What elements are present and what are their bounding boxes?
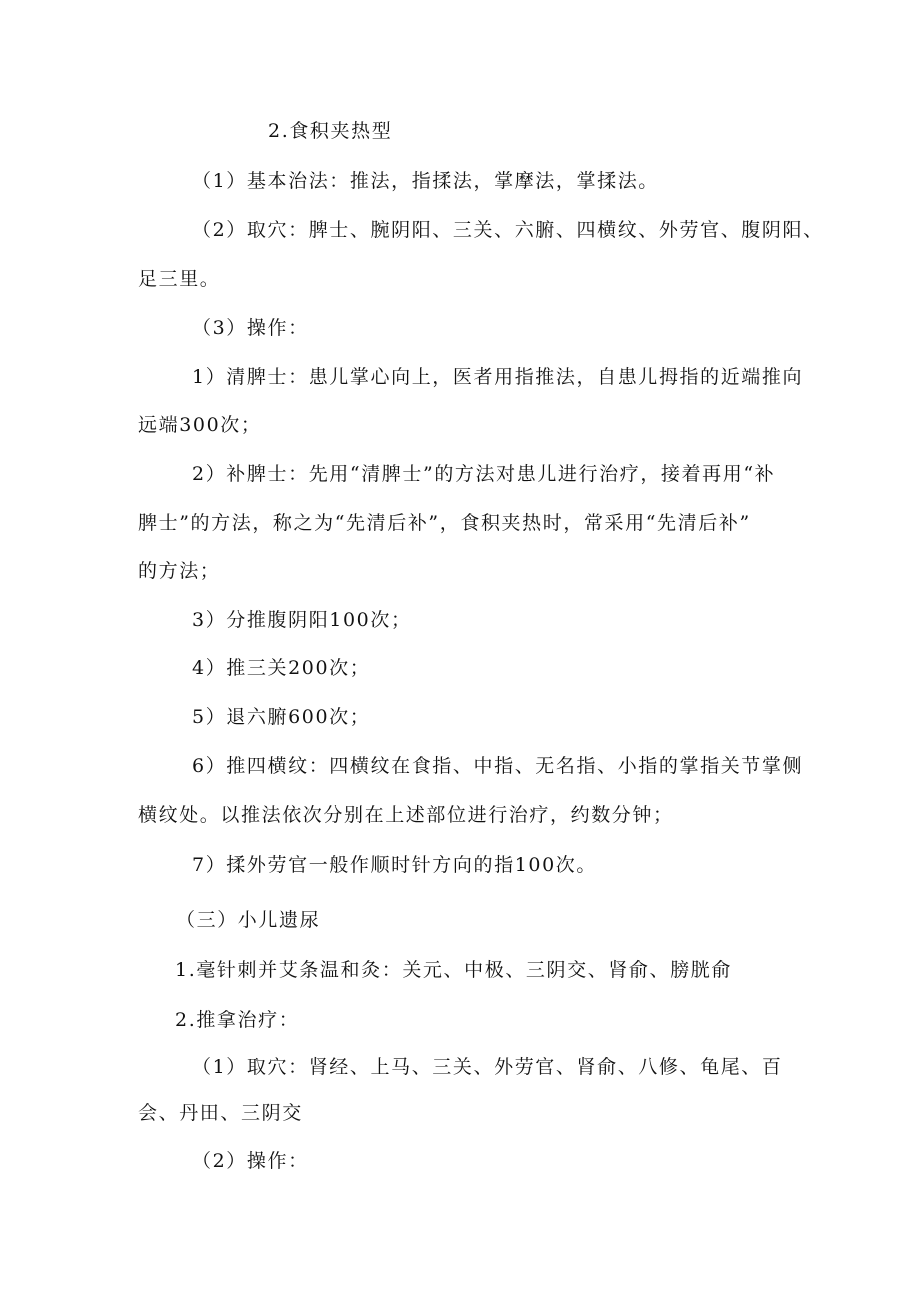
paragraph-line: 7）揉外劳官一般作顺时针方向的指100次。 [192,854,597,876]
paragraph-line: 脾士”的方法，称之为“先清后补”，食积夹热时，常采用“先清后补” [138,512,751,534]
paragraph-line: （2）取穴：脾士、腕阴阳、三关、六腑、四横纹、外劳官、腹阴阳、 [192,219,824,241]
paragraph-line: （1）取穴：肾经、上马、三关、外劳官、肾俞、八修、龟尾、百 [192,1056,783,1078]
paragraph-line: （1）基本治法：推法，指揉法，掌摩法，掌揉法。 [192,170,659,192]
paragraph-line: 1）清脾士：患儿掌心向上，医者用指推法，自患儿拇指的近端推向 [192,366,804,388]
paragraph-line: 6）推四横纹：四横纹在食指、中指、无名指、小指的掌指关节掌侧 [192,755,804,777]
paragraph-line: 的方法； [138,560,221,582]
paragraph-line: 3）分推腹阴阳100次； [192,609,412,631]
paragraph-line: 2）补脾士：先用“清脾士”的方法对患儿进行治疗，接着再用“补 [192,463,776,485]
paragraph-line: 横纹处。以推法依次分别在上述部位进行治疗，约数分钟； [138,804,674,826]
paragraph-line: 会、丹田、三阴交 [138,1102,303,1124]
paragraph-line: （3）操作： [192,317,309,339]
section-heading: （三）小儿遗尿 [176,909,321,931]
paragraph-line: 5）退六腑600次； [192,706,371,728]
paragraph-line: 4）推三关200次； [192,657,371,679]
section-heading: 2.食积夹热型 [268,120,393,142]
paragraph-line: 1.毫针刺并艾条温和灸：关元、中极、三阴交、肾俞、膀胱俞 [175,959,732,981]
paragraph-line: 远端300次； [138,414,262,436]
paragraph-line: 2.推拿治疗： [175,1009,300,1031]
paragraph-line: （2）操作： [192,1150,309,1172]
paragraph-line: 足三里。 [138,268,221,290]
